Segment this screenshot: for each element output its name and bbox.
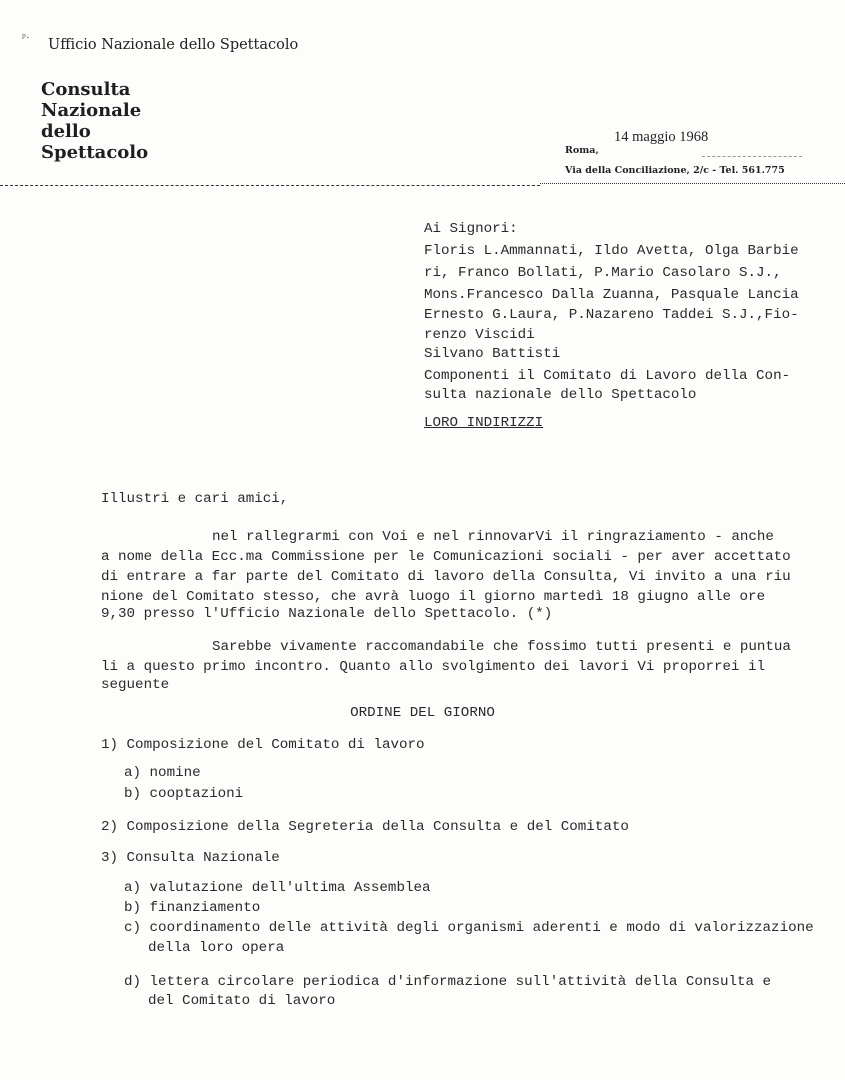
recipient-line: Componenti il Comitato di Lavoro della Con- (424, 368, 791, 384)
recipient-line: sulta nazionale dello Spettacolo (424, 387, 697, 403)
recipient-line: Ernesto G.Laura, P.Nazareno Taddei S.J.,Fio- (424, 307, 799, 323)
agenda-subitem: d) lettera circolare periodica d'informazione sull'attività della Consulta e (124, 974, 772, 990)
paragraph-2-line: Sarebbe vivamente raccomandabile che fossimo tutti presenti e puntua (212, 639, 791, 655)
paragraph-1-line: 9,30 presso l'Ufficio Nazionale dello Spettacolo. (*) (101, 606, 553, 622)
agenda-subitem: c) coordinamento delle attività degli organismi aderenti e modo di valorizzazione (124, 920, 814, 936)
org-name-line-3: dello (41, 121, 91, 142)
agenda-subitem: a) valutazione dell'ultima Assemblea (124, 880, 431, 896)
paragraph-2-line: seguente (101, 677, 170, 693)
city-label: Roma, (565, 145, 599, 156)
recipient-line: renzo Viscidi (424, 327, 535, 343)
salutation: Illustri e cari amici, (101, 491, 289, 507)
recipient-line: ri, Franco Bollati, P.Mario Casolaro S.J., (424, 265, 782, 281)
recipients-header: Ai Signori: (424, 221, 518, 237)
date-underline (702, 156, 802, 157)
agenda-subitem: a) nomine (124, 765, 201, 781)
agenda-subitem-continuation: del Comitato di lavoro (148, 993, 336, 1009)
agenda-item-1: 1) Composizione del Comitato di lavoro (101, 737, 425, 753)
recipient-line: Floris L.Ammannati, Ildo Avetta, Olga Barbie (424, 243, 799, 259)
recipient-line: Silvano Battisti (424, 346, 561, 362)
header-divider-right (540, 183, 845, 184)
recipients-footer: LORO INDIRIZZI (424, 415, 544, 431)
agenda-subitem: b) finanziamento (124, 900, 261, 916)
paragraph-1-line: nione del Comitato stesso, che avrà luogo il giorno martedì 18 giugno alle ore (101, 589, 766, 605)
paragraph-1-line: nel rallegrarmi con Voi e nel rinnovarVi il ringraziamento - anche (212, 529, 774, 545)
letter-date: 14 maggio 1968 (614, 129, 709, 145)
agenda-subitem-continuation: della loro opera (148, 940, 285, 956)
agenda-item-2: 2) Composizione della Segreteria della Consulta e del Comitato (101, 819, 629, 835)
paragraph-1-line: di entrare a far parte del Comitato di lavoro della Consulta, Vi invito a una riu (101, 569, 791, 585)
org-name-line-2: Nazionale (41, 100, 142, 121)
agenda-subitem: b) cooptazioni (124, 786, 244, 802)
office-address: Via della Conciliazione, 2/c - Tel. 561.775 (565, 165, 785, 176)
org-name-line-1: Consulta (41, 79, 131, 100)
office-name: Ufficio Nazionale dello Spettacolo (48, 37, 299, 53)
recipient-line: Mons.Francesco Dalla Zuanna, Pasquale Lancia (424, 287, 799, 303)
margin-mark: ᵖ· (22, 30, 30, 44)
agenda-title: ORDINE DEL GIORNO (350, 705, 495, 721)
agenda-item-3: 3) Consulta Nazionale (101, 850, 280, 866)
header-divider-left (0, 185, 540, 186)
org-name-line-4: Spettacolo (41, 142, 149, 163)
paragraph-2-line: li a questo primo incontro. Quanto allo svolgimento dei lavori Vi proporrei il (101, 659, 766, 675)
paragraph-1-line: a nome della Ecc.ma Commissione per le Comunicazioni sociali - per aver accettato (101, 549, 791, 565)
